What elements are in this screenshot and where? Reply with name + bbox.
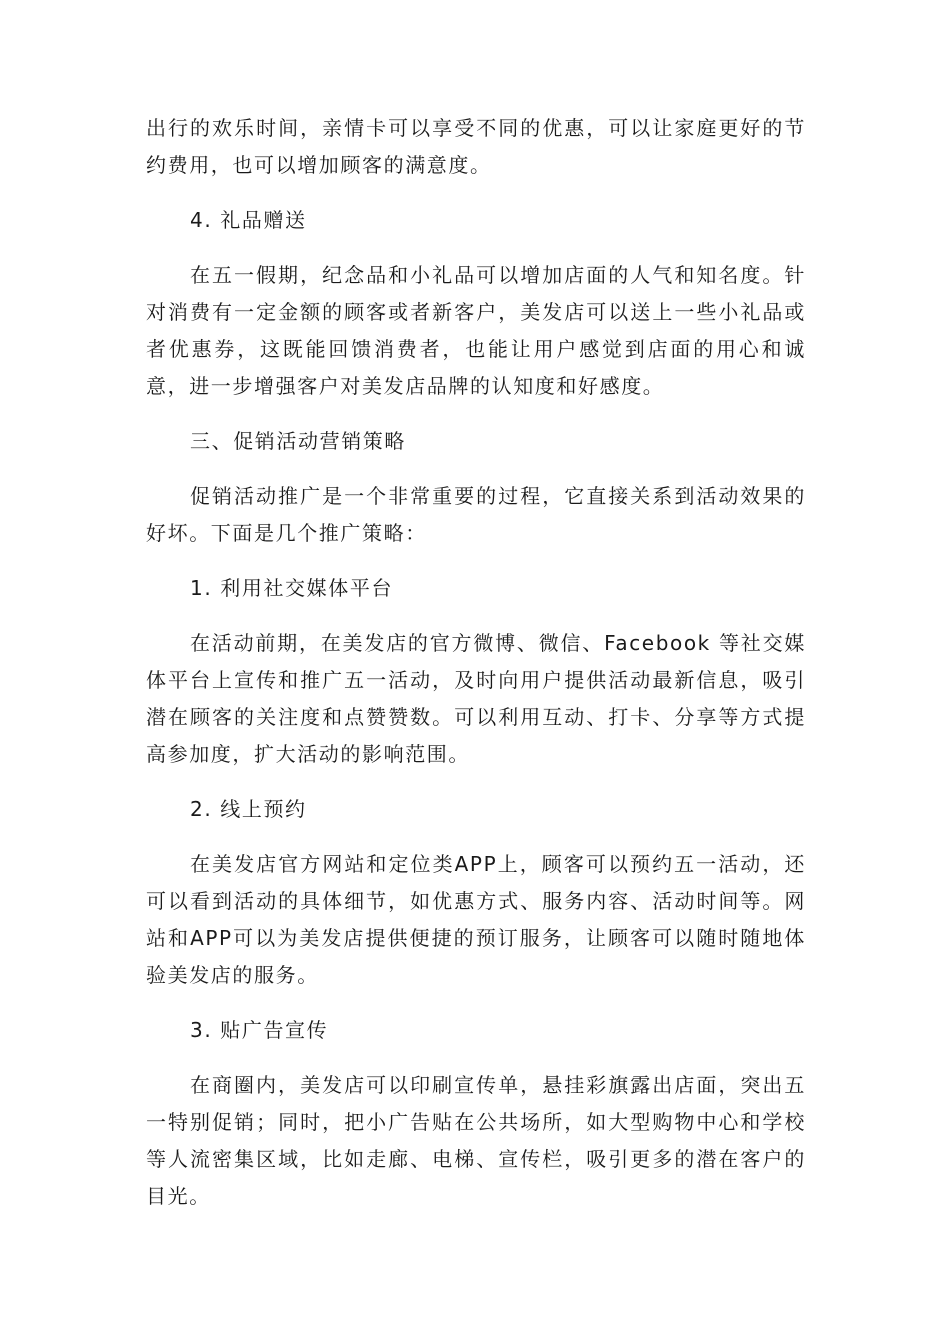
paragraph-gift-giving: 在五一假期，纪念品和小礼品可以增加店面的人气和知名度。针对消费有一定金额的顾客或者新客户，美发店可以送上一些小礼品或者优惠券，这既能回馈消费者，也能让用户感觉到店面的用心和诚意，进一步增强客户对美发店品牌的认知度和好感度。	[146, 263, 806, 398]
paragraph-online-booking: 在美发店官方网站和定位类APP上，顾客可以预约五一活动，还可以看到活动的具体细节，如优惠方式、服务内容、活动时间等。网站和APP可以为美发店提供便捷的预订服务，让顾客可以随时随地体验美发店的服务。	[146, 852, 806, 987]
heading-marketing-strategy: 三、促销活动营销策略	[190, 429, 406, 453]
paragraph-marketing-intro: 促销活动推广是一个非常重要的过程，它直接关系到活动效果的好坏。下面是几个推广策略：	[146, 484, 806, 545]
paragraph-social-media: 在活动前期，在美发店的官方微博、微信、Facebook 等社交媒体平台上宣传和推广五一活动，及时向用户提供活动最新信息，吸引潜在顾客的关注度和点赞赞数。可以利用互动、打卡、分享等方式提高参加度，扩大活动的影响范围。	[146, 631, 806, 766]
heading-social-media: 1. 利用社交媒体平台	[190, 576, 394, 600]
heading-gift-giving: 4. 礼品赠送	[190, 208, 307, 232]
heading-online-booking: 2. 线上预约	[190, 797, 307, 821]
heading-advertising: 3. 贴广告宣传	[190, 1018, 329, 1042]
paragraph-advertising: 在商圈内，美发店可以印刷宣传单，悬挂彩旗露出店面，突出五一特别促销；同时，把小广告贴在公共场所，如大型购物中心和学校等人流密集区域，比如走廊、电梯、宣传栏，吸引更多的潜在客户的目光。	[146, 1073, 806, 1208]
paragraph-family-card: 出行的欢乐时间，亲情卡可以享受不同的优惠，可以让家庭更好的节约费用，也可以增加顾客的满意度。	[146, 116, 806, 177]
document-body	[146, 110, 806, 1233]
